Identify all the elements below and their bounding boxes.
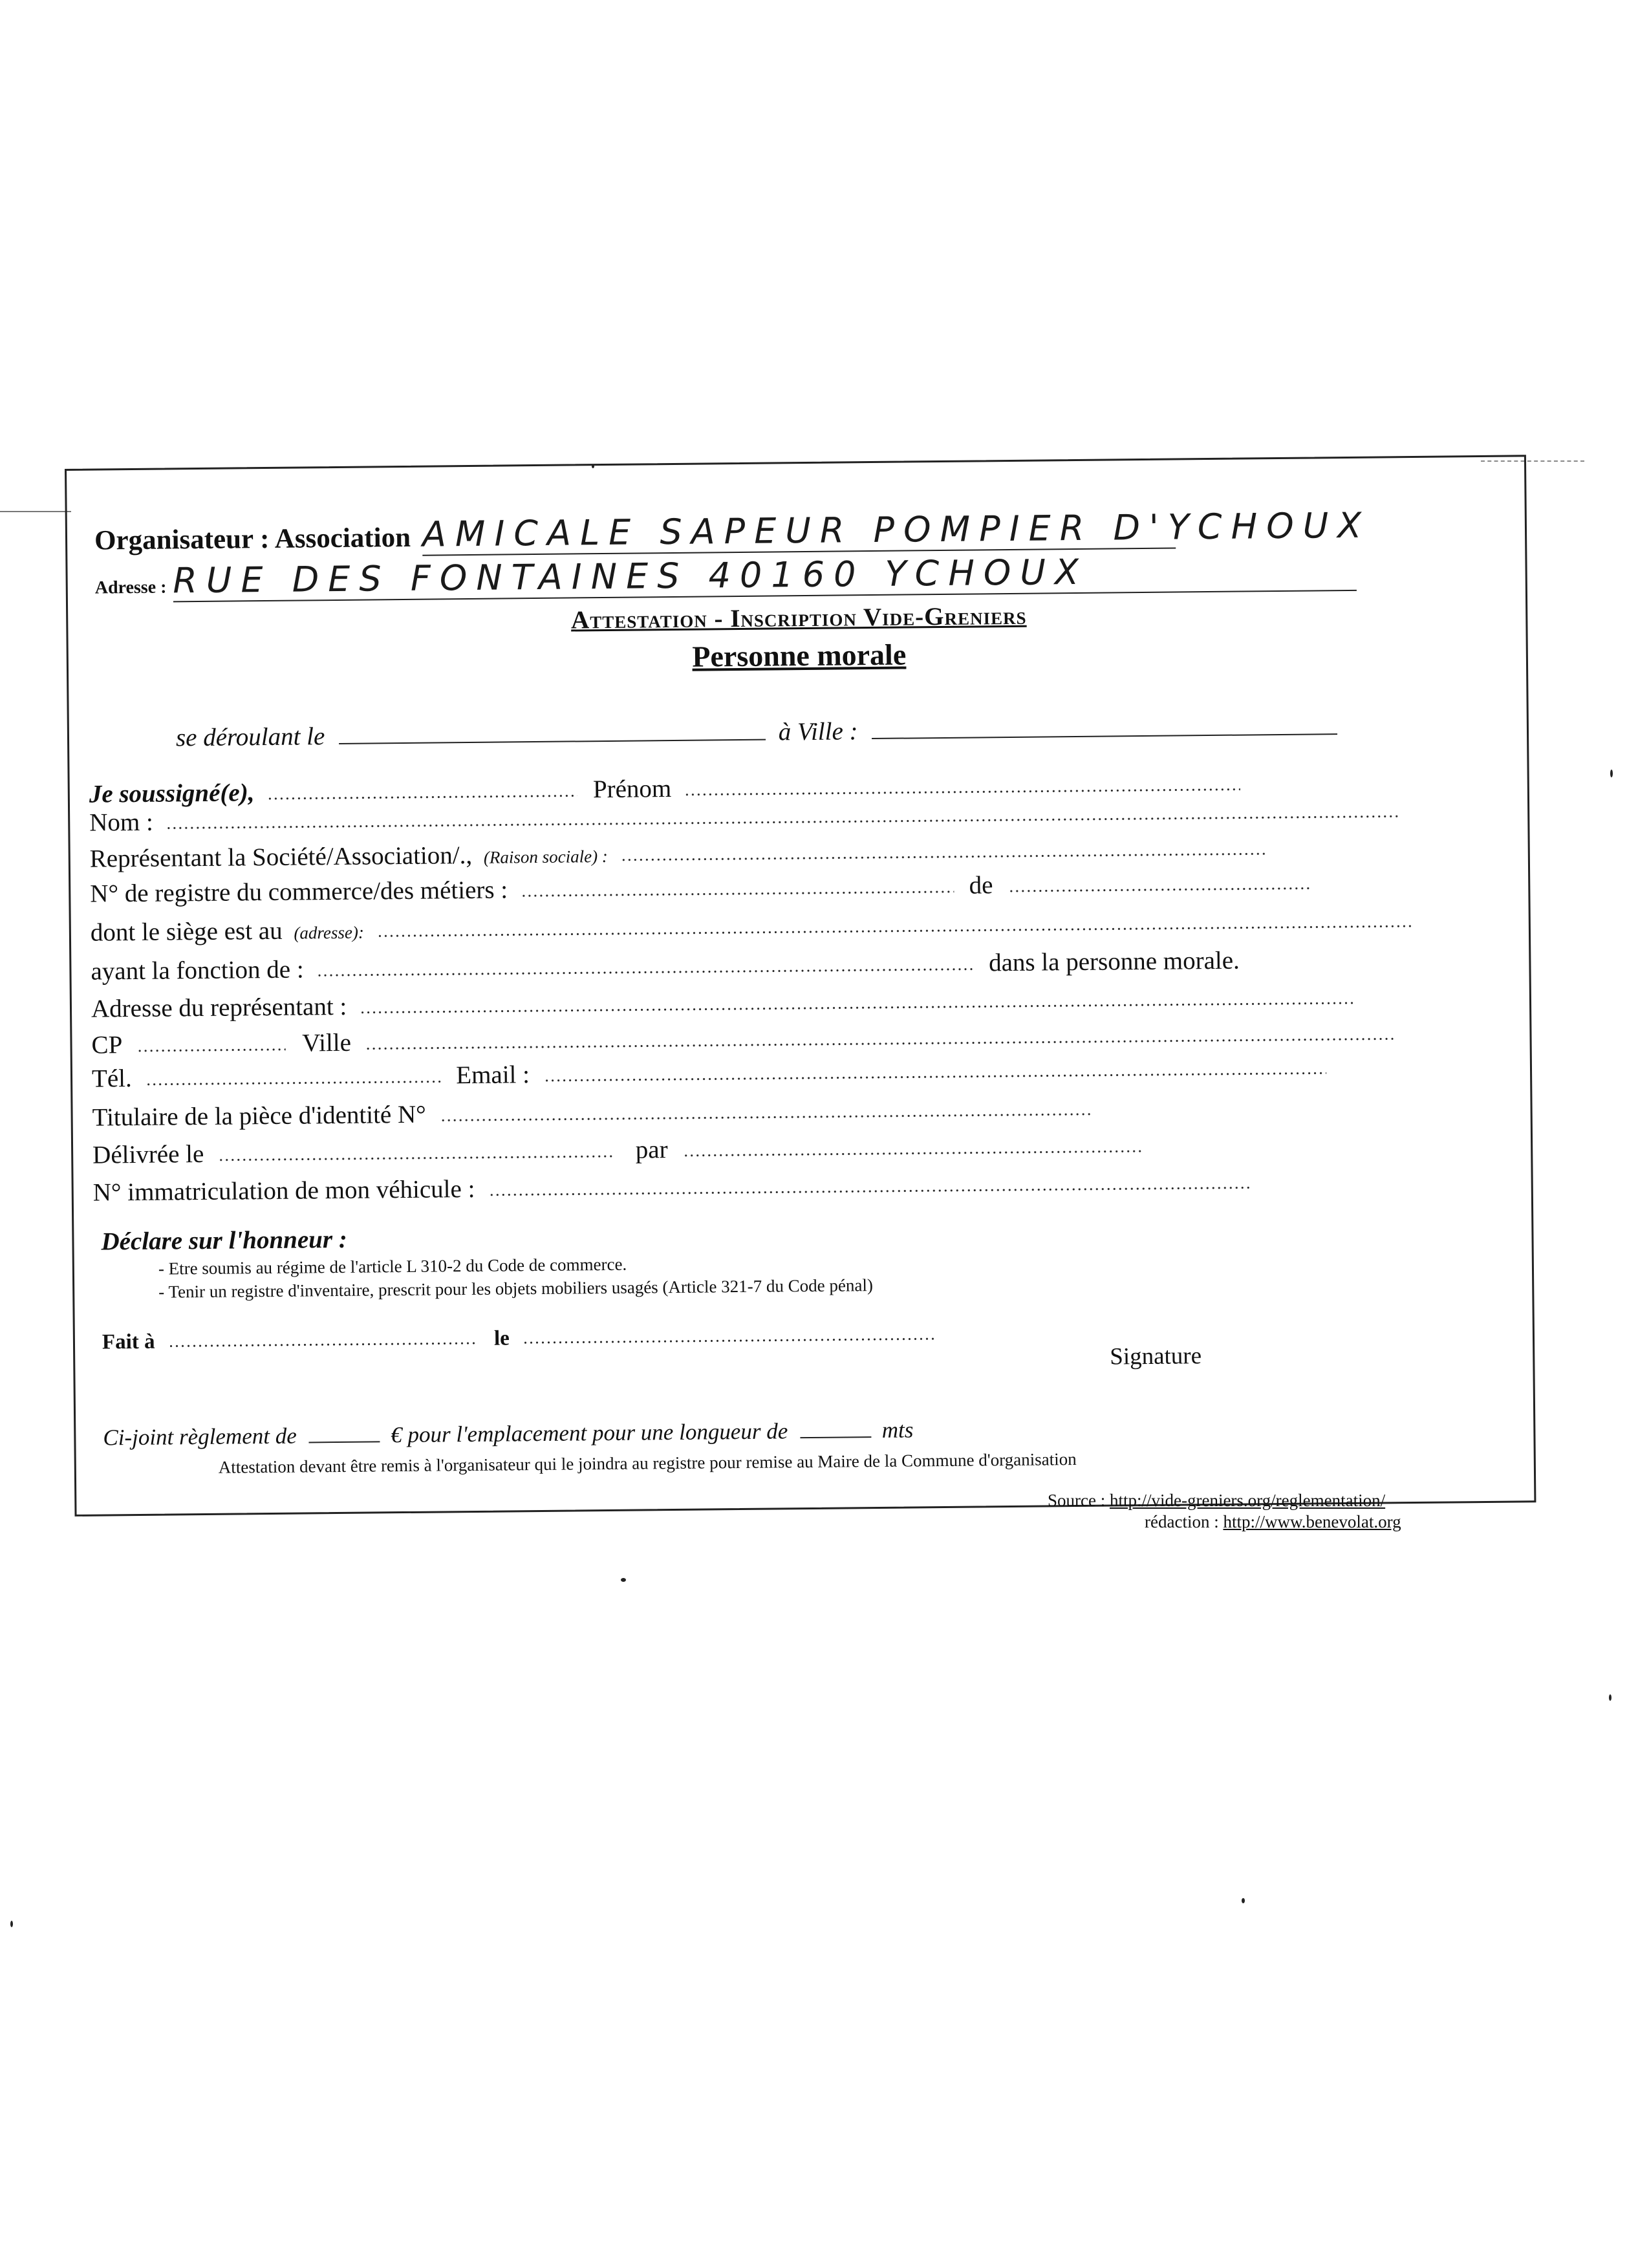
scan-speck <box>621 1578 626 1582</box>
raison-sociale-label: (Raison sociale) : <box>483 846 608 867</box>
adresse-representant-label: Adresse du représentant : <box>91 992 347 1023</box>
source-link[interactable]: http://vide-greniers.org/reglementation/ <box>1109 1491 1386 1510</box>
scan-edge-left <box>0 511 71 512</box>
signature-row <box>1110 1342 1202 1370</box>
immatriculation-field[interactable] <box>489 1185 1252 1196</box>
fait-a-label: Fait à <box>102 1330 155 1354</box>
event-row <box>176 712 1338 752</box>
titulaire-row <box>92 1094 1093 1132</box>
representant-label: Représentant la Société/Association/., <box>89 841 473 873</box>
reglement-length-field[interactable] <box>800 1436 871 1438</box>
delivree-label: Délivrée le <box>92 1139 204 1169</box>
registration-form <box>65 455 1536 1517</box>
ville-label: Ville <box>302 1028 352 1057</box>
prenom-label: Prénom <box>592 775 672 804</box>
delivree-row <box>92 1130 1143 1170</box>
redaction-label: rédaction : <box>1145 1512 1219 1531</box>
fonction-label: ayant la fonction de : <box>91 955 304 986</box>
le-label: le <box>493 1326 510 1350</box>
declaration-heading: Déclare sur l'honneur : <box>101 1225 347 1256</box>
siege-row <box>91 905 1412 947</box>
par-field[interactable] <box>683 1149 1142 1158</box>
titulaire-label: Titulaire de la pièce d'identité N° <box>92 1100 426 1132</box>
registre-de-label: de <box>969 871 993 900</box>
organisateur-label: Organisateur : Association <box>94 522 411 556</box>
reglement-middle: € pour l'emplacement pour une longueur de <box>391 1418 788 1448</box>
deroulant-label: se déroulant le <box>175 722 325 752</box>
adresse-field[interactable] <box>173 549 1357 603</box>
siege-field[interactable] <box>377 924 1412 938</box>
adresse-label: Adresse : <box>94 577 167 598</box>
declaration-item-1: - Etre soumis au régime de l'article L 310-2 du Code de commerce. <box>158 1254 627 1279</box>
scan-speck <box>1609 1694 1611 1701</box>
nom-dots[interactable] <box>267 794 577 801</box>
declaration-item-text: Tenir un registre d'inventaire, prescrit pour les objets mobiliers usagés (Article 321-7 du Code pénal) <box>168 1275 874 1302</box>
reglement-prefix: Ci-joint règlement de <box>103 1423 297 1451</box>
siege-label: dont le siège est au <box>90 916 283 947</box>
representant-row <box>90 833 1267 873</box>
scan-speck <box>1242 1898 1245 1903</box>
delivree-field[interactable] <box>218 1154 612 1162</box>
reglement-suffix: mts <box>881 1417 914 1443</box>
ville-field[interactable] <box>365 1037 1394 1050</box>
fait-a-field[interactable] <box>168 1341 479 1348</box>
signature-label[interactable]: Signature <box>1110 1343 1202 1370</box>
le-field[interactable] <box>523 1337 936 1345</box>
note-row <box>219 1449 1077 1478</box>
redaction-credit <box>1145 1512 1401 1532</box>
prenom-field[interactable] <box>684 788 1240 797</box>
organisateur-field[interactable] <box>422 504 1371 556</box>
source-label: Source : <box>1048 1491 1106 1510</box>
scan-speck <box>1610 770 1613 777</box>
fonction-field[interactable] <box>316 967 976 978</box>
form-title: Attestation - Inscription Vide-Greniers <box>570 601 1027 634</box>
source-credit <box>1048 1491 1385 1511</box>
organisateur-row <box>94 504 1371 559</box>
registre-de-field[interactable] <box>1008 887 1312 894</box>
raison-sociale-field[interactable] <box>621 852 1267 862</box>
reglement-row <box>103 1417 913 1451</box>
form-subtitle: Personne morale <box>692 638 907 673</box>
adresse-handwritten-value: RUE DES FONTAINES 40160 YCHOUX <box>173 551 1088 601</box>
adresse-representant-row <box>91 982 1355 1024</box>
event-date-field[interactable] <box>339 739 766 744</box>
fonction-suffix: dans la personne morale. <box>988 946 1240 977</box>
tel-label: Tél. <box>91 1064 132 1093</box>
par-label: par <box>635 1136 668 1164</box>
cp-label: CP <box>91 1031 122 1059</box>
registre-label: N° de registre du commerce/des métiers : <box>90 876 508 908</box>
email-field[interactable] <box>544 1071 1326 1083</box>
adresse-representant-field[interactable] <box>360 1001 1355 1015</box>
fait-row <box>102 1323 936 1354</box>
piece-identite-field[interactable] <box>440 1112 1094 1123</box>
immatriculation-label: N° immatriculation de mon véhicule : <box>92 1174 475 1207</box>
tel-field[interactable] <box>146 1079 444 1086</box>
immatriculation-row <box>93 1167 1253 1207</box>
organisateur-handwritten-value: AMICALE SAPEUR POMPIER D'YCHOUX <box>422 504 1371 555</box>
nom-label: Nom : <box>89 808 154 837</box>
registre-field[interactable] <box>521 890 954 898</box>
registre-row <box>90 868 1312 909</box>
nom-field[interactable] <box>166 814 1401 830</box>
declaration-item-text: Etre soumis au régime de l'article L 310-2 du Code de commerce. <box>168 1254 627 1279</box>
scan-speck <box>10 1921 13 1927</box>
subtitle-row <box>69 631 1530 680</box>
declaration-heading-row <box>101 1225 347 1257</box>
soussigne-label: Je soussigné(e), <box>89 779 255 808</box>
ville-event-label: à Ville : <box>778 717 858 746</box>
attestation-note: Attestation devant être remis à l'organisateur qui le joindra au registre pour remise au Maire de la Commune d'organisation <box>218 1449 1077 1477</box>
cp-field[interactable] <box>137 1048 286 1053</box>
declaration-item-2: - Tenir un registre d'inventaire, prescrit pour les objets mobiliers usagés (Article 321-7 du Code pénal) <box>158 1275 874 1302</box>
siege-adresse-label: (adresse): <box>294 922 365 943</box>
redaction-link[interactable]: http://www.benevolat.org <box>1223 1512 1401 1531</box>
tel-email-row <box>92 1052 1326 1093</box>
fonction-row <box>91 946 1240 986</box>
reglement-amount-field[interactable] <box>309 1441 380 1443</box>
email-label: Email : <box>456 1061 530 1090</box>
event-city-field[interactable] <box>872 733 1337 739</box>
